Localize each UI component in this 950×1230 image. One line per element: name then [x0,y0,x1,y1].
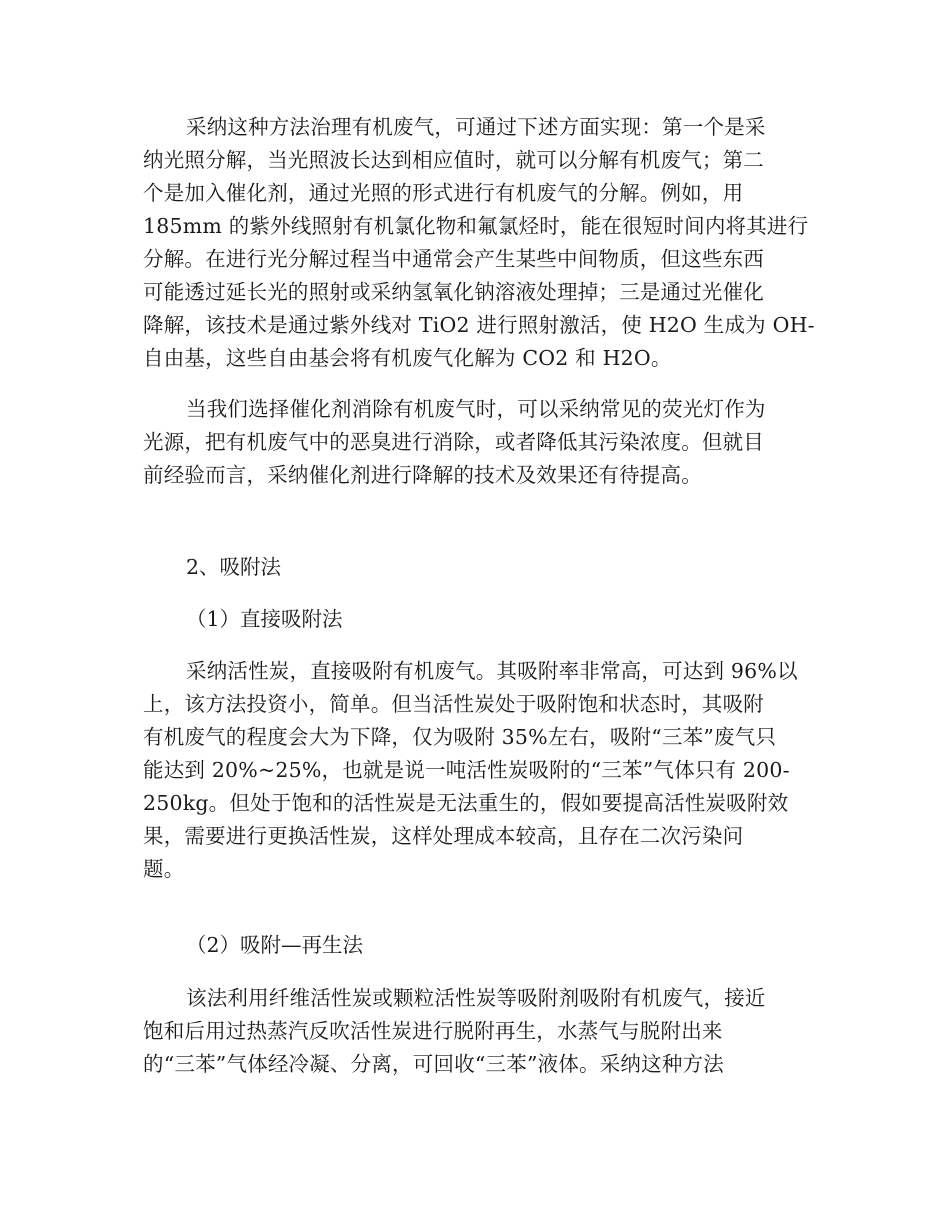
section-heading: 2、吸附法 [186,555,282,579]
paragraph-line: 前经验而言，采纳催化剂进行降解的技术及效果还有待提高。 [143,463,702,487]
paragraph-line: 饱和后用过热蒸汽反吹活性炭进行脱附再生，水蒸气与脱附出来 [143,1019,723,1043]
paragraph-line: 上，该方法投资小，简单。但当活性炭处于吸附饱和状态时，其吸附 [143,692,764,716]
paragraph-line: 当我们选择催化剂消除有机废气时，可以采纳常见的荧光灯作为 [186,397,766,421]
paragraph-line: 该法利用纤维活性炭或颗粒活性炭等吸附剂吸附有机废气，接近 [186,986,766,1010]
paragraph-line: 个是加入催化剂，通过光照的形式进行有机废气的分解。例如，用 [143,181,744,205]
paragraph-line: 果，需要进行更换活性炭，这样处理成本较高，且存在二次污染问 [143,824,744,848]
paragraph-line: 降解，该技术是通过紫外线对 TiO2 进行照射激活，使 H2O 生成为 OH- [143,313,815,337]
paragraph-line: 可能透过延长光的照射或采纳氢氧化钠溶液处理掉；三是通过光催化 [143,280,764,304]
paragraph-line: 185mm 的紫外线照射有机氯化物和氟氯烃时，能在很短时间内将其进行 [143,214,809,238]
paragraph-line: 题。 [143,857,185,881]
subheading-adsorption-regeneration: （2）吸附—再生法 [186,933,364,957]
paragraph-line: 有机废气的程度会大为下降，仅为吸附 35%左右，吸附“三苯”废气只 [143,725,777,749]
subheading-direct-adsorption: （1）直接吸附法 [186,607,343,631]
paragraph-line: 采纳这种方法治理有机废气，可通过下述方面实现：第一个是采 [186,115,766,139]
paragraph-line: 光源，把有机废气中的恶臭进行消除，或者降低其污染浓度。但就目 [143,430,764,454]
paragraph-line: 250kg。但处于饱和的活性炭是无法重生的，假如要提高活性炭吸附效 [143,791,789,815]
paragraph-line: 分解。在进行光分解过程当中通常会产生某些中间物质，但这些东西 [143,247,764,271]
paragraph-line: 纳光照分解，当光照波长达到相应值时，就可以分解有机废气；第二 [143,148,764,172]
paragraph-line: 能达到 20%~25%，也就是说一吨活性炭吸附的“三苯”气体只有 200- [143,758,790,782]
paragraph-line: 采纳活性炭，直接吸附有机废气。其吸附率非常高，可达到 96%以 [186,659,798,683]
paragraph-line: 的“三苯”气体经冷凝、分离，可回收“三苯”液体。采纳这种方法 [143,1052,724,1076]
paragraph-line: 自由基，这些自由基会将有机废气化解为 CO2 和 H2O。 [143,346,672,370]
